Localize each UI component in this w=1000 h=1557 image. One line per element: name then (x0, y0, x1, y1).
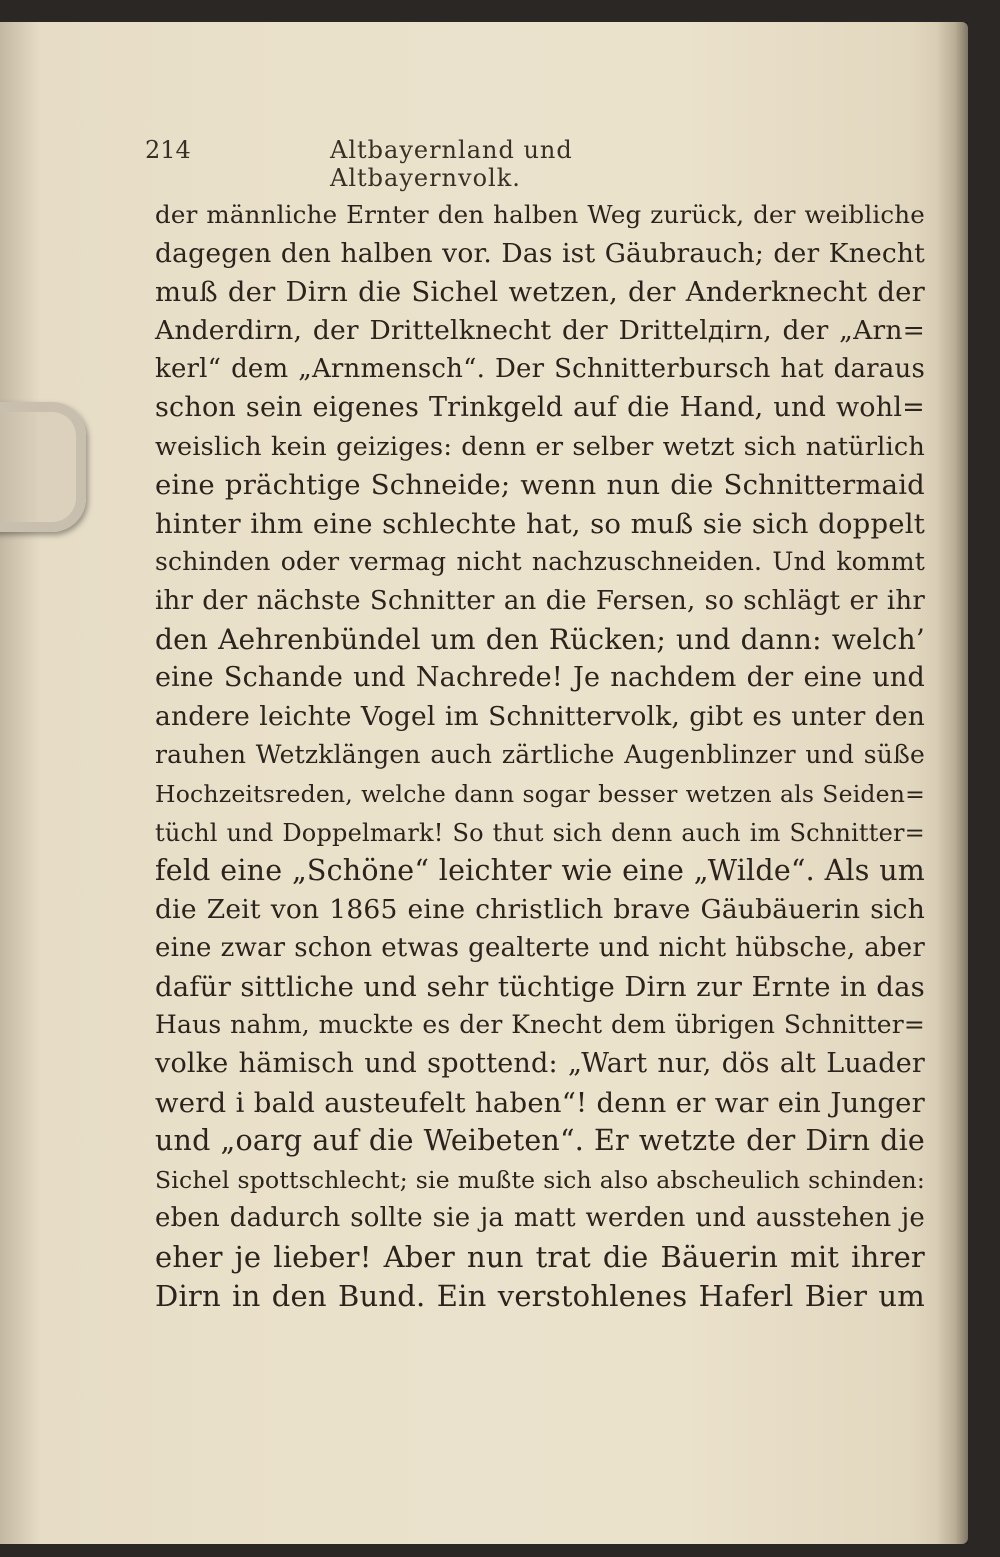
text-line: werd i bald austeufelt haben“! denn er war ein Junger (155, 1086, 925, 1119)
text-line: dafür sittliche und sehr tüchtige Dirn zur Ernte in das (155, 970, 925, 1003)
text-line: volke hämisch und spottend: „Wart nur, dös alt Luader (155, 1048, 925, 1080)
text-line: eben dadurch sollte sie ja matt werden und ausstehen je (155, 1203, 925, 1234)
body-text (155, 196, 925, 1315)
page-number: 214 (145, 136, 191, 164)
text-line: Hochzeitsreden, welche dann sogar besser wetzen als Seiden= (155, 779, 925, 808)
text-line: dagegen den halben vor. Das ist Gäubrauch; der Knecht (155, 237, 925, 269)
text-line: die Zeit von 1865 eine christlich brave Gäubäuerin sich (155, 893, 925, 925)
text-line: andere leichte Vogel im Schnittervolk, gibt es unter den (155, 700, 925, 732)
text-line: eine prächtige Schneide; wenn nun die Schnittermaid (155, 469, 925, 502)
text-line: tüchl und Doppelmark! So thut sich denn auch im Schnitter= (155, 818, 925, 847)
text-line: den Aehrenbündel um den Rücken; und dann: welch’ (155, 622, 925, 656)
text-line: eine Schande und Nachrede! Je nachdem der eine und (155, 662, 925, 694)
text-line: Anderdirn, der Drittelknecht der Drittelдirn, der „Arn= (155, 314, 925, 346)
text-line: Sichel spottschlecht; sie mußte sich also abscheulich schinden: (155, 1165, 925, 1194)
text-line: kerl“ dem „Arnmensch“. Der Schnitterbursch hat daraus (155, 354, 925, 385)
text-line: eine zwar schon etwas gealterte und nicht hübsche, aber (155, 933, 925, 964)
running-title: Altbayernland und Altbayernvolk. (330, 136, 573, 192)
text-line: weislich kein geiziges: denn er selber wetzt sich natürlich (155, 431, 925, 462)
text-line: schinden oder vermag nicht nachzuschneiden. Und kommt (155, 547, 925, 577)
text-line: ihr der nächste Schnitter an die Fersen, so schlägt er ihr (155, 585, 925, 616)
page-edge-shadow (936, 22, 968, 1544)
text-line: hinter ihm eine schlechte hat, so muß sie sich doppelt (155, 507, 925, 540)
text-line: muß der Dirn die Sichel wetzen, der Anderknecht der (155, 276, 925, 309)
text-line: Dirn in den Bund. Ein verstohlenes Haferl Bier um (155, 1278, 925, 1313)
page-clip-icon (0, 402, 86, 532)
text-line: Haus nahm, muckte es der Knecht dem übrigen Schnitter= (155, 1010, 925, 1040)
page-header (145, 110, 735, 192)
gutter-shadow (0, 22, 40, 1544)
text-line: feld eine „Schöne“ leichter wie eine „Wilde“. Als um (155, 854, 925, 888)
text-line: rauhen Wetzklängen auch zärtliche Augenblinzer und süße (155, 740, 925, 770)
text-line: der männliche Ernter den halben Weg zurück, der weibliche (155, 200, 925, 229)
text-line: und „oarg auf die Weibeten“. Er wetzte der Dirn die (155, 1124, 925, 1158)
text-line: schon sein eigenes Trinkgeld auf die Hand, und wohl= (155, 391, 925, 423)
text-line: eher je lieber! Aber nun trat die Bäuerin mit ihrer (155, 1240, 925, 1275)
